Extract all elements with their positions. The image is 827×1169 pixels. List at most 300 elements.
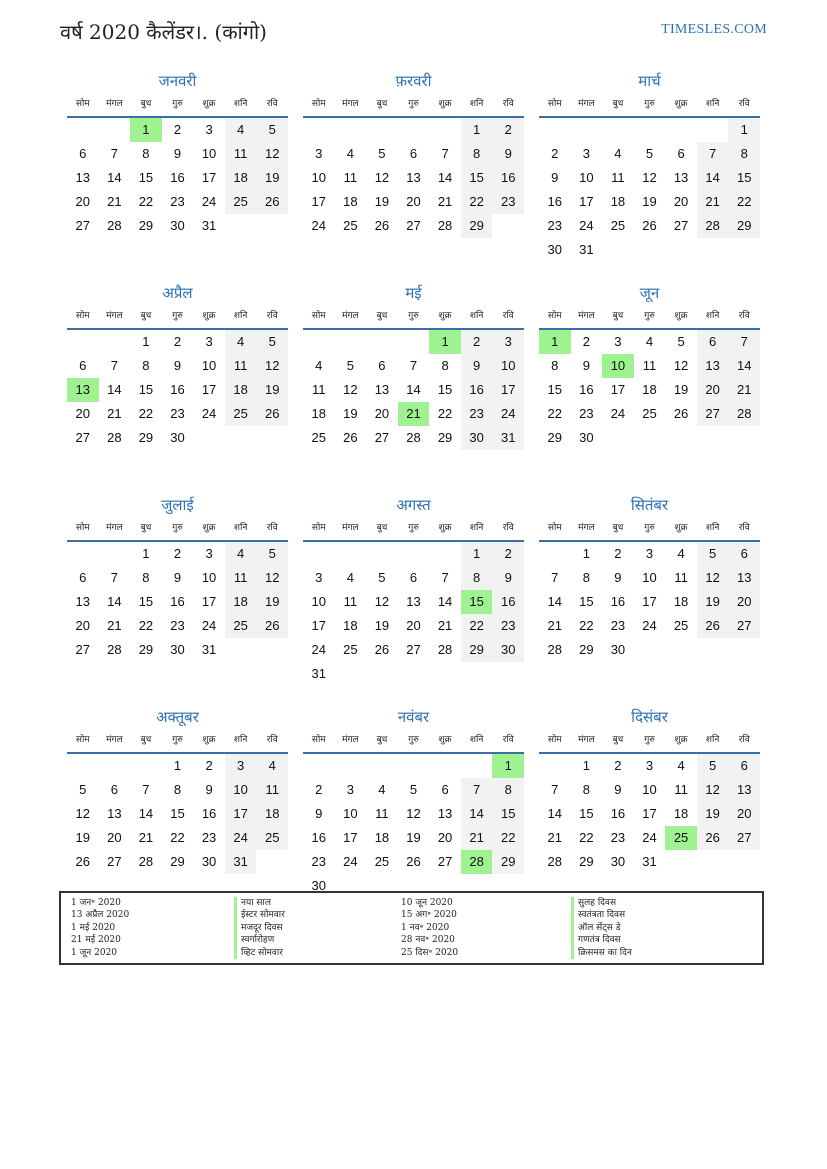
day-cell: 16 bbox=[170, 594, 185, 609]
day-cell: 6 bbox=[728, 754, 760, 778]
empty-cell bbox=[67, 754, 99, 778]
empty-cell bbox=[335, 330, 367, 354]
day-cell: 1 bbox=[582, 546, 590, 561]
day-cell: 5 bbox=[645, 146, 654, 161]
day-cell: 11 bbox=[256, 778, 288, 802]
day-cell: 13 bbox=[75, 170, 91, 185]
day-cell: 4 bbox=[225, 330, 257, 354]
empty-cell bbox=[429, 118, 461, 142]
day-cell: 17 bbox=[579, 194, 594, 209]
day-cell: 3 bbox=[315, 570, 323, 585]
weekday-label: मंगल bbox=[106, 735, 123, 745]
day-cell: 8 bbox=[461, 142, 493, 166]
day-cell: 23 bbox=[579, 406, 594, 421]
day-cell: 15 bbox=[461, 166, 493, 190]
month-title: जुलाई bbox=[161, 496, 194, 514]
weekday-label: शनि bbox=[469, 735, 484, 745]
day-cell: 26 bbox=[374, 218, 390, 233]
weekday-label: गुरु bbox=[172, 311, 183, 321]
day-cell: 21 bbox=[547, 830, 563, 845]
weekday-label: शनि bbox=[233, 99, 248, 109]
day-cell: 3 bbox=[582, 146, 590, 161]
day-cell: 26 bbox=[343, 430, 358, 445]
day-cell: 16 bbox=[610, 594, 626, 609]
day-cell: 9 bbox=[492, 142, 524, 166]
day-cell: 18 bbox=[225, 166, 257, 190]
day-cell: 23 bbox=[547, 218, 563, 233]
day-cell: 11 bbox=[312, 382, 326, 397]
day-cell: 2 bbox=[582, 334, 590, 349]
day-cell: 13 bbox=[75, 594, 91, 609]
day-cell: 8 bbox=[173, 782, 182, 797]
day-cell: 5 bbox=[256, 118, 288, 142]
day-cell: 24 bbox=[642, 830, 657, 845]
day-cell: 26 bbox=[256, 614, 288, 638]
day-cell: 16 bbox=[201, 806, 217, 821]
day-cell: 5 bbox=[256, 330, 288, 354]
day-cell: 31 bbox=[201, 218, 217, 233]
weekday-label: शुक्र bbox=[438, 735, 452, 745]
day-cell: 9 bbox=[173, 146, 182, 161]
month-title: जून bbox=[639, 284, 660, 302]
holiday-day-cell: 15 bbox=[461, 590, 493, 614]
day-cell: 28 bbox=[728, 402, 760, 426]
day-cell: 27 bbox=[75, 430, 91, 445]
weekday-label: सोम bbox=[547, 523, 562, 533]
empty-cell bbox=[539, 754, 571, 778]
day-cell: 13 bbox=[107, 806, 122, 821]
day-cell: 8 bbox=[492, 778, 524, 802]
holiday-day-cell: 21 bbox=[398, 402, 430, 426]
day-cell: 1 bbox=[461, 542, 493, 566]
day-cell: 17 bbox=[343, 830, 358, 845]
day-cell: 10 bbox=[311, 594, 327, 609]
empty-cell bbox=[303, 330, 335, 354]
day-cell: 11 bbox=[611, 170, 625, 185]
day-cell: 1 bbox=[142, 546, 150, 561]
day-cell: 21 bbox=[697, 190, 729, 214]
weekday-label: शनि bbox=[705, 99, 720, 109]
day-cell: 6 bbox=[79, 358, 87, 373]
day-cell: 30 bbox=[547, 242, 563, 257]
weekday-header bbox=[539, 516, 760, 542]
day-cell: 24 bbox=[610, 406, 626, 421]
day-cell: 18 bbox=[673, 594, 689, 609]
day-cell: 28 bbox=[437, 642, 453, 657]
day-cell: 5 bbox=[378, 146, 386, 161]
day-cell: 16 bbox=[579, 382, 594, 397]
day-cell: 4 bbox=[677, 758, 685, 773]
weekday-label: गुरु bbox=[408, 99, 419, 109]
day-cell: 7 bbox=[728, 330, 760, 354]
day-cell: 24 bbox=[642, 618, 657, 633]
day-cell: 22 bbox=[728, 190, 760, 214]
weekday-header bbox=[303, 516, 524, 542]
weekday-label: गुरु bbox=[644, 99, 655, 109]
day-cell: 17 bbox=[201, 382, 217, 397]
day-cell: 20 bbox=[697, 378, 729, 402]
day-cell: 21 bbox=[437, 194, 453, 209]
days-grid bbox=[67, 754, 288, 874]
empty-cell bbox=[303, 754, 335, 778]
empty-cell bbox=[602, 118, 634, 142]
day-cell: 28 bbox=[107, 218, 122, 233]
day-cell: 31 bbox=[311, 666, 327, 681]
day-cell: 20 bbox=[437, 830, 453, 845]
weekday-label: बुध bbox=[140, 735, 152, 745]
day-cell: 30 bbox=[201, 854, 217, 869]
weekday-label: शुक्र bbox=[438, 523, 452, 533]
day-cell: 25 bbox=[343, 642, 358, 657]
day-cell: 7 bbox=[409, 358, 418, 373]
holiday-day-cell: 1 bbox=[539, 330, 571, 354]
day-cell: 20 bbox=[728, 590, 760, 614]
day-cell: 21 bbox=[107, 194, 122, 209]
days-grid bbox=[303, 330, 524, 450]
empty-cell bbox=[99, 118, 131, 142]
day-cell: 29 bbox=[138, 218, 154, 233]
day-cell: 16 bbox=[610, 806, 626, 821]
legend-date: 1 मई 2020 bbox=[71, 922, 116, 933]
day-cell: 3 bbox=[492, 330, 524, 354]
day-cell: 20 bbox=[406, 618, 421, 633]
day-cell: 18 bbox=[256, 802, 288, 826]
day-cell: 20 bbox=[406, 194, 421, 209]
weekday-label: मंगल bbox=[106, 311, 123, 321]
day-cell: 12 bbox=[256, 142, 288, 166]
month-calendar bbox=[303, 706, 524, 918]
day-cell: 12 bbox=[642, 170, 657, 185]
day-cell: 29 bbox=[492, 850, 524, 874]
day-cell: 3 bbox=[614, 334, 622, 349]
day-cell: 16 bbox=[170, 382, 185, 397]
day-cell: 7 bbox=[461, 778, 493, 802]
weekday-label: मंगल bbox=[578, 99, 595, 109]
day-cell: 5 bbox=[79, 782, 87, 797]
days-grid bbox=[67, 542, 288, 662]
months-grid bbox=[67, 70, 760, 918]
day-cell: 21 bbox=[728, 378, 760, 402]
weekday-header bbox=[67, 728, 288, 754]
day-cell: 10 bbox=[201, 570, 217, 585]
day-cell: 23 bbox=[170, 406, 185, 421]
day-cell: 10 bbox=[201, 358, 217, 373]
empty-cell bbox=[67, 118, 99, 142]
day-cell: 1 bbox=[582, 758, 590, 773]
day-cell: 19 bbox=[343, 406, 358, 421]
day-cell: 9 bbox=[551, 170, 559, 185]
legend-col2-names bbox=[571, 897, 766, 963]
day-cell: 12 bbox=[256, 354, 288, 378]
day-cell: 18 bbox=[343, 618, 358, 633]
day-cell: 3 bbox=[225, 754, 257, 778]
weekday-label: शुक्र bbox=[674, 311, 688, 321]
day-cell: 14 bbox=[728, 354, 760, 378]
day-cell: 13 bbox=[437, 806, 453, 821]
day-cell: 8 bbox=[582, 782, 590, 797]
day-cell: 15 bbox=[138, 594, 154, 609]
empty-cell bbox=[398, 542, 430, 566]
day-cell: 29 bbox=[170, 854, 185, 869]
weekday-label: गुरु bbox=[644, 523, 655, 533]
day-cell: 27 bbox=[728, 826, 760, 850]
legend-date: 21 मई 2020 bbox=[71, 935, 121, 946]
day-cell: 2 bbox=[173, 122, 182, 137]
day-cell: 7 bbox=[697, 142, 729, 166]
day-cell: 9 bbox=[315, 806, 323, 821]
weekday-label: शुक्र bbox=[674, 99, 688, 109]
empty-cell bbox=[366, 118, 398, 142]
day-cell: 23 bbox=[610, 830, 626, 845]
weekday-label: रवि bbox=[502, 735, 514, 745]
empty-cell bbox=[697, 118, 729, 142]
weekday-label: सोम bbox=[311, 735, 326, 745]
legend-date: 1 जून 2020 bbox=[71, 947, 118, 958]
day-cell: 24 bbox=[311, 218, 327, 233]
day-cell: 9 bbox=[614, 570, 622, 585]
day-cell: 28 bbox=[697, 214, 729, 238]
day-cell: 12 bbox=[697, 778, 729, 802]
month-calendar bbox=[539, 494, 760, 706]
weekday-label: मंगल bbox=[342, 523, 359, 533]
day-cell: 10 bbox=[225, 778, 257, 802]
day-cell: 5 bbox=[697, 754, 729, 778]
day-cell: 11 bbox=[225, 142, 257, 166]
weekday-label: बुध bbox=[140, 99, 152, 109]
day-cell: 28 bbox=[406, 430, 421, 445]
weekday-label: शुक्र bbox=[438, 311, 452, 321]
day-cell: 21 bbox=[461, 826, 493, 850]
empty-cell bbox=[665, 118, 697, 142]
day-cell: 22 bbox=[547, 406, 563, 421]
month-calendar bbox=[539, 282, 760, 494]
day-cell: 1 bbox=[461, 118, 493, 142]
weekday-label: बुध bbox=[376, 311, 388, 321]
day-cell: 6 bbox=[79, 146, 87, 161]
day-cell: 22 bbox=[138, 406, 154, 421]
empty-cell bbox=[366, 542, 398, 566]
day-cell: 7 bbox=[441, 146, 449, 161]
day-cell: 29 bbox=[461, 638, 493, 662]
day-cell: 11 bbox=[343, 170, 358, 185]
day-cell: 29 bbox=[437, 430, 453, 445]
day-cell: 30 bbox=[170, 218, 185, 233]
day-cell: 31 bbox=[642, 854, 657, 869]
day-cell: 25 bbox=[673, 618, 689, 633]
day-cell: 5 bbox=[409, 782, 418, 797]
day-cell: 14 bbox=[437, 170, 453, 185]
legend-col1-dates bbox=[71, 897, 234, 963]
day-cell: 17 bbox=[311, 618, 327, 633]
day-cell: 22 bbox=[138, 194, 154, 209]
legend-date: 1 जन॰ 2020 bbox=[71, 898, 121, 908]
holiday-day-cell: 13 bbox=[67, 378, 99, 402]
day-cell: 25 bbox=[642, 406, 657, 421]
day-cell: 15 bbox=[170, 806, 185, 821]
weekday-label: शुक्र bbox=[202, 523, 216, 533]
days-grid bbox=[539, 330, 760, 450]
weekday-label: सोम bbox=[75, 523, 90, 533]
holiday-day-cell: 28 bbox=[461, 850, 493, 874]
weekday-label: शनि bbox=[469, 99, 484, 109]
empty-cell bbox=[335, 754, 367, 778]
weekday-label: शुक्र bbox=[438, 99, 452, 109]
day-cell: 31 bbox=[492, 426, 524, 450]
day-cell: 26 bbox=[256, 190, 288, 214]
weekday-header bbox=[303, 728, 524, 754]
day-cell: 16 bbox=[170, 170, 185, 185]
weekday-label: गुरु bbox=[172, 735, 183, 745]
weekday-label: सोम bbox=[547, 99, 562, 109]
day-cell: 8 bbox=[582, 570, 590, 585]
day-cell: 15 bbox=[579, 594, 594, 609]
day-cell: 27 bbox=[374, 430, 390, 445]
day-cell: 30 bbox=[579, 430, 594, 445]
days-grid bbox=[539, 542, 760, 662]
weekday-label: मंगल bbox=[578, 311, 595, 321]
day-cell: 30 bbox=[170, 430, 185, 445]
empty-cell bbox=[461, 754, 493, 778]
day-cell: 14 bbox=[547, 806, 563, 821]
day-cell: 23 bbox=[170, 194, 185, 209]
weekday-header bbox=[67, 516, 288, 542]
day-cell: 7 bbox=[441, 570, 449, 585]
day-cell: 18 bbox=[311, 406, 327, 421]
month-calendar bbox=[303, 282, 524, 494]
day-cell: 6 bbox=[79, 570, 87, 585]
day-cell: 10 bbox=[642, 570, 657, 585]
day-cell: 22 bbox=[579, 830, 594, 845]
empty-cell bbox=[539, 118, 571, 142]
day-cell: 21 bbox=[547, 618, 563, 633]
day-cell: 16 bbox=[461, 378, 493, 402]
day-cell: 2 bbox=[315, 782, 323, 797]
day-cell: 8 bbox=[142, 570, 150, 585]
weekday-label: बुध bbox=[612, 523, 624, 533]
day-cell: 11 bbox=[642, 358, 657, 373]
day-cell: 7 bbox=[110, 570, 118, 585]
weekday-header bbox=[539, 304, 760, 330]
weekday-header bbox=[67, 304, 288, 330]
month-title: अक्तूबर bbox=[156, 708, 199, 726]
day-cell: 6 bbox=[409, 146, 418, 161]
holiday-day-cell: 10 bbox=[602, 354, 634, 378]
month-title: जनवरी bbox=[158, 72, 197, 90]
day-cell: 14 bbox=[138, 806, 154, 821]
day-cell: 6 bbox=[697, 330, 729, 354]
weekday-label: बुध bbox=[140, 523, 152, 533]
day-cell: 18 bbox=[225, 590, 257, 614]
day-cell: 8 bbox=[551, 358, 559, 373]
weekday-label: मंगल bbox=[342, 735, 359, 745]
month-title: दिसंबर bbox=[631, 708, 668, 726]
day-cell: 13 bbox=[728, 778, 760, 802]
day-cell: 12 bbox=[697, 566, 729, 590]
day-cell: 29 bbox=[728, 214, 760, 238]
day-cell: 29 bbox=[138, 430, 154, 445]
day-cell: 28 bbox=[107, 642, 122, 657]
legend-date: 28 नव॰ 2020 bbox=[401, 935, 455, 946]
days-grid bbox=[67, 330, 288, 450]
day-cell: 5 bbox=[346, 358, 354, 373]
day-cell: 4 bbox=[256, 754, 288, 778]
day-cell: 5 bbox=[697, 542, 729, 566]
weekday-label: शनि bbox=[705, 311, 720, 321]
month-title: अप्रैल bbox=[162, 284, 193, 302]
day-cell: 19 bbox=[374, 618, 390, 633]
weekday-label: बुध bbox=[140, 311, 152, 321]
day-cell: 15 bbox=[138, 382, 154, 397]
day-cell: 27 bbox=[728, 614, 760, 638]
day-cell: 10 bbox=[579, 170, 594, 185]
empty-cell bbox=[335, 542, 367, 566]
weekday-label: रवि bbox=[738, 735, 750, 745]
weekday-label: शनि bbox=[233, 735, 248, 745]
weekday-label: शुक्र bbox=[674, 523, 688, 533]
day-cell: 7 bbox=[551, 782, 559, 797]
legend-holiday: सुलह दिवस bbox=[571, 897, 766, 909]
day-cell: 28 bbox=[107, 430, 122, 445]
day-cell: 23 bbox=[492, 190, 524, 214]
month-calendar bbox=[303, 70, 524, 282]
holiday-day-cell: 1 bbox=[429, 330, 461, 354]
day-cell: 25 bbox=[374, 854, 390, 869]
day-cell: 9 bbox=[492, 566, 524, 590]
weekday-header bbox=[539, 92, 760, 118]
empty-cell bbox=[130, 754, 162, 778]
days-grid bbox=[539, 118, 760, 262]
empty-cell bbox=[539, 542, 571, 566]
day-cell: 6 bbox=[378, 358, 386, 373]
month-calendar bbox=[539, 706, 760, 918]
day-cell: 6 bbox=[441, 782, 449, 797]
day-cell: 23 bbox=[461, 402, 493, 426]
empty-cell bbox=[303, 542, 335, 566]
day-cell: 22 bbox=[170, 830, 185, 845]
day-cell: 19 bbox=[673, 382, 689, 397]
day-cell: 30 bbox=[170, 642, 185, 657]
weekday-label: सोम bbox=[75, 311, 90, 321]
brand-link[interactable]: TIMESLES.COM bbox=[661, 22, 767, 37]
day-cell: 8 bbox=[441, 358, 449, 373]
day-cell: 19 bbox=[256, 378, 288, 402]
days-grid bbox=[303, 118, 524, 238]
day-cell: 13 bbox=[374, 382, 390, 397]
day-cell: 17 bbox=[201, 170, 217, 185]
legend-holiday: स्वतंत्रता दिवस bbox=[571, 909, 766, 921]
day-cell: 2 bbox=[173, 334, 182, 349]
day-cell: 13 bbox=[728, 566, 760, 590]
day-cell: 11 bbox=[343, 594, 358, 609]
day-cell: 1 bbox=[728, 118, 760, 142]
day-cell: 30 bbox=[610, 854, 626, 869]
day-cell: 27 bbox=[406, 218, 421, 233]
day-cell: 21 bbox=[437, 618, 453, 633]
weekday-label: गुरु bbox=[172, 99, 183, 109]
month-title: सितंबर bbox=[630, 496, 669, 514]
day-cell: 14 bbox=[406, 382, 421, 397]
day-cell: 26 bbox=[75, 854, 91, 869]
weekday-header bbox=[303, 304, 524, 330]
day-cell: 27 bbox=[437, 854, 453, 869]
day-cell: 12 bbox=[256, 566, 288, 590]
day-cell: 23 bbox=[492, 614, 524, 638]
day-cell: 7 bbox=[142, 782, 150, 797]
day-cell: 16 bbox=[492, 166, 524, 190]
day-cell: 25 bbox=[225, 402, 257, 426]
day-cell: 21 bbox=[138, 830, 154, 845]
day-cell: 8 bbox=[728, 142, 760, 166]
